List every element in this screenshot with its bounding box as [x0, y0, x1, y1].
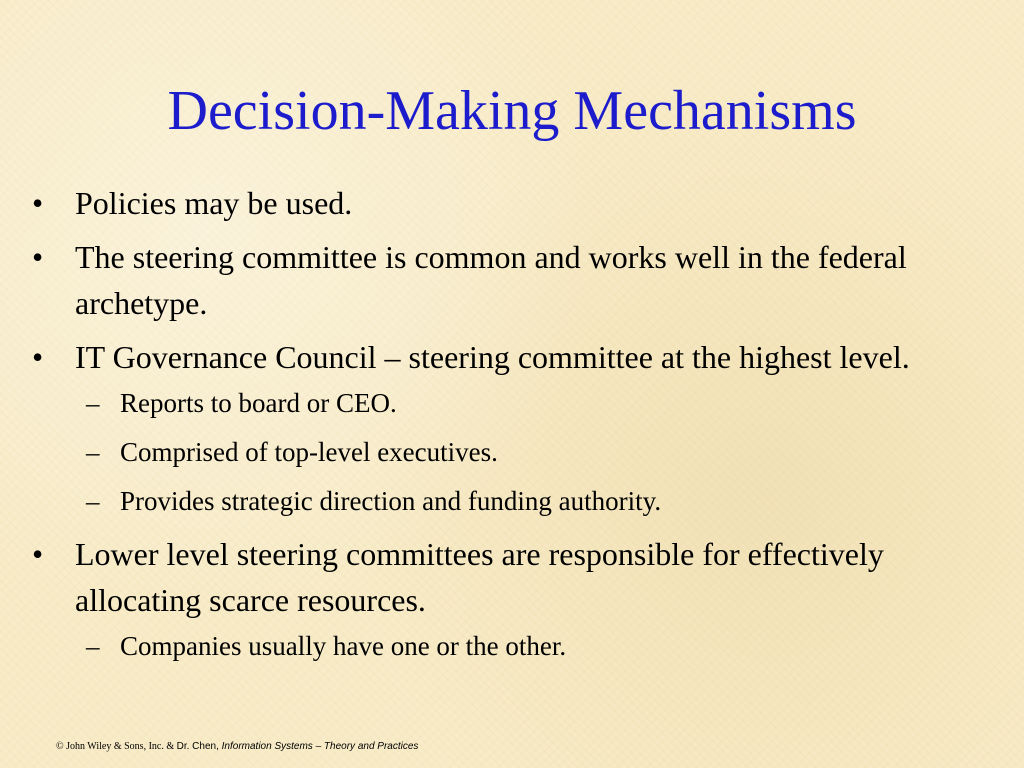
sub-bullet-item: [30, 482, 1010, 520]
sub-bullet-item: [30, 627, 1010, 665]
footer-copyright: © John Wiley & Sons, Inc. &: [56, 741, 177, 752]
slide-title: Decision-Making Mechanisms: [167, 80, 857, 142]
bullet-text: IT Governance Council – steering committee at the highest level.: [75, 339, 910, 375]
bullet-text: Lower level steering committees are responsible for effectively allocating scarce resources.: [75, 536, 884, 618]
footer-author: Dr. Chen,: [176, 741, 219, 752]
bullet-text: The steering committee is common and works well in the federal archetype.: [75, 239, 907, 321]
bullet-marker: •: [32, 536, 44, 572]
sub-bullet-text: Reports to board or CEO.: [120, 388, 397, 418]
bullet-item: [30, 180, 1010, 226]
sub-bullet-text: Comprised of top-level executives.: [120, 437, 498, 467]
slide-footer: [56, 740, 418, 754]
bullet-item: [30, 531, 1010, 623]
sub-bullet-text: Provides strategic direction and funding authority.: [120, 486, 662, 516]
bullet-text: Policies may be used.: [75, 185, 353, 221]
slide-body: [30, 180, 1010, 676]
bullet-marker: •: [32, 239, 44, 275]
sub-bullet-item: [30, 433, 1010, 471]
sub-bullet-text: Companies usually have one or the other.: [120, 631, 567, 661]
sub-bullet-item: [30, 384, 1010, 422]
bullet-item: [30, 234, 1010, 326]
bullet-marker: •: [32, 185, 44, 221]
bullet-marker: •: [32, 339, 44, 375]
footer-work-title: Information Systems – Theory and Practices: [218, 741, 419, 752]
sub-bullet-marker: –: [86, 388, 100, 418]
sub-bullet-marker: –: [86, 631, 100, 661]
sub-bullet-marker: –: [86, 437, 100, 467]
bullet-item: [30, 334, 1010, 380]
sub-bullet-marker: –: [86, 486, 100, 516]
